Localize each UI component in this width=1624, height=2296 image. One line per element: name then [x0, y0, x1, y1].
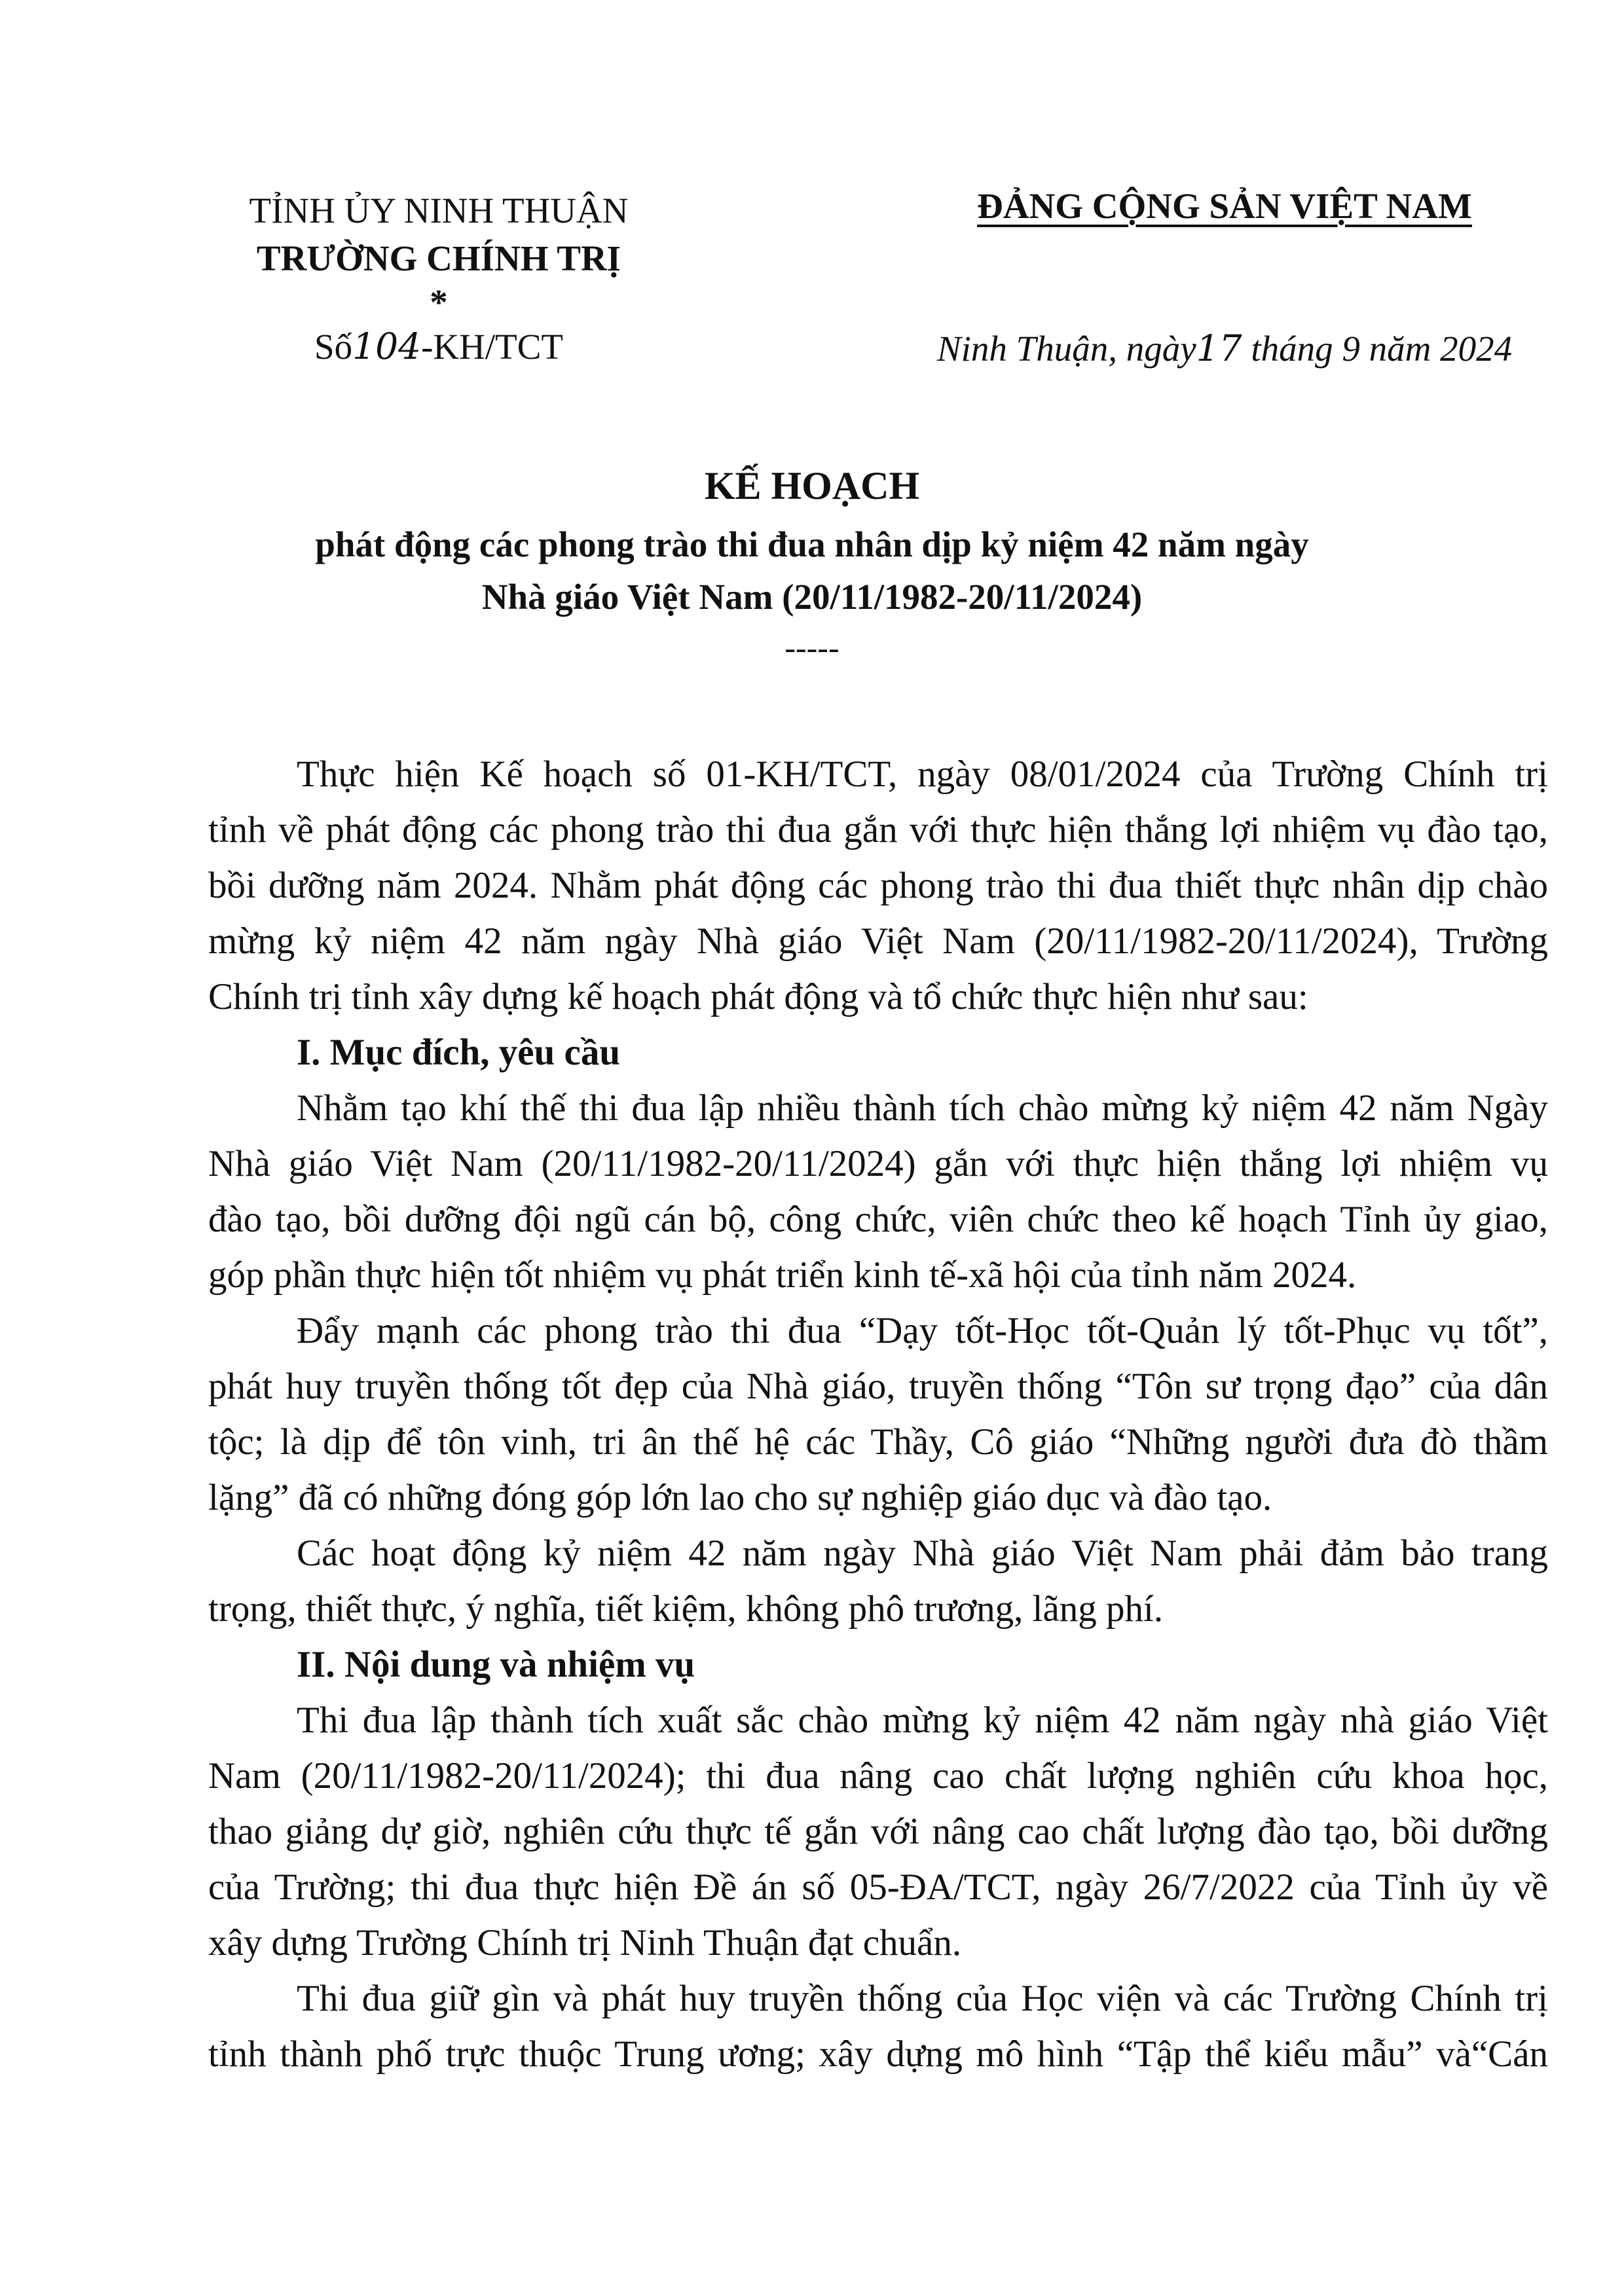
content-paragraph-2 [208, 1971, 1548, 2082]
text-line: xây dựng Trường Chính trị Ninh Thuận đạt chuẩn. [208, 1922, 962, 1963]
title-divider: ----- [784, 629, 840, 666]
text-line: lặng” đã có những đóng góp lớn lao cho sự nghiệp giáo dục và đào tạo. [208, 1477, 1272, 1518]
text-line: Nhà giáo Việt Nam (20/11/1982-20/11/2024) gắn với thực hiện thắng lợi nhiệm vụ [208, 1143, 1548, 1184]
doc-number-suffix: -KH/TCT [421, 327, 563, 367]
party-name: ĐẢNG CỘNG SẢN VIỆT NAM [977, 186, 1472, 226]
document-date [910, 327, 1539, 369]
text-line: của Trường; thi đua thực hiện Đề án số 05-ĐA/TCT, ngày 26/7/2022 của Tỉnh ủy về [208, 1867, 1548, 1908]
text-line: Các hoạt động kỷ niệm 42 năm ngày Nhà giáo Việt Nam phải đảm bảo trang [297, 1533, 1548, 1574]
text-line: Đẩy mạnh các phong trào thi đua “Dạy tốt-Học tốt-Quản lý tốt-Phục vụ tốt”, [297, 1310, 1548, 1351]
section-heading-content: II. Nội dung và nhiệm vụ [297, 1644, 695, 1685]
doc-number [196, 325, 681, 367]
org-name: TRƯỜNG CHÍNH TRỊ [256, 238, 621, 278]
text-line: mừng kỷ niệm 42 năm ngày Nhà giáo Việt Nam (20/11/1982-20/11/2024), Trường [208, 920, 1548, 962]
text-line: góp phần thực hiện tốt nhiệm vụ phát triển kinh tế-xã hội của tỉnh năm 2024. [208, 1254, 1357, 1296]
text-line: phát huy truyền thống tốt đẹp của Nhà giáo, truyền thống “Tôn sư trọng đạo” của dân [208, 1366, 1548, 1407]
date-suffix: tháng 9 năm 2024 [1251, 329, 1513, 369]
date-day-handwritten: 17 [1196, 327, 1242, 369]
text-line: tỉnh về phát động các phong trào thi đua gắn với thực hiện thắng lợi nhiệm vụ đào tạo, [208, 809, 1548, 850]
document-title: KẾ HOẠCH [704, 464, 920, 507]
section-heading-purpose: I. Mục đích, yêu cầu [297, 1032, 621, 1073]
document-subtitle-line1: phát động các phong trào thi đua nhân dịp kỷ niệm 42 năm ngày [315, 524, 1309, 564]
text-line: tộc; là dịp để tôn vinh, tri ân thế hệ các Thầy, Cô giáo “Những người đưa đò thầm [208, 1421, 1548, 1463]
text-line: đào tạo, bồi dưỡng đội ngũ cán bộ, công chức, viên chức theo kế hoạch Tỉnh ủy giao, [208, 1199, 1548, 1240]
text-line: Thi đua giữ gìn và phát huy truyền thống của Học viện và các Trường Chính trị [297, 1978, 1548, 2019]
purpose-paragraph-3 [208, 1525, 1548, 1637]
text-line: bồi dưỡng năm 2024. Nhằm phát động các phong trào thi đua thiết thực nhân dịp chào [208, 865, 1548, 906]
org-parent: TỈNH ỦY NINH THUẬN [249, 191, 629, 230]
document-subtitle-line2: Nhà giáo Việt Nam (20/11/1982-20/11/2024) [481, 577, 1143, 617]
text-line: thao giảng dự giờ, nghiên cứu thực tế gắn với nâng cao chất lượng đào tạo, bồi dưỡng [208, 1811, 1548, 1852]
purpose-paragraph-2 [208, 1303, 1548, 1525]
text-line: Chính trị tỉnh xây dựng kế hoạch phát động và tổ chức thực hiện như sau: [208, 976, 1308, 1017]
doc-number-handwritten: 104 [352, 325, 422, 367]
intro-paragraph [208, 746, 1548, 1025]
text-line: Nam (20/11/1982-20/11/2024); thi đua nâng cao chất lượng nghiên cứu khoa học, [208, 1755, 1548, 1796]
purpose-paragraph-1 [208, 1080, 1548, 1303]
date-prefix: Ninh Thuận, ngày [936, 329, 1196, 369]
header-star: * [430, 282, 448, 322]
text-line: Thi đua lập thành tích xuất sắc chào mừng kỷ niệm 42 năm ngày nhà giáo Việt [297, 1700, 1548, 1741]
document-body [208, 746, 1548, 2082]
content-paragraph-1 [208, 1692, 1548, 1971]
doc-number-prefix: Số [314, 327, 353, 367]
text-line: tỉnh thành phố trực thuộc Trung ương; xây dựng mô hình “Tập thể kiểu mẫu” và“Cán [208, 2033, 1548, 2075]
text-line: Thực hiện Kế hoạch số 01-KH/TCT, ngày 08/01/2024 của Trường Chính trị [297, 754, 1548, 795]
text-line: trọng, thiết thực, ý nghĩa, tiết kiệm, không phô trương, lãng phí. [208, 1588, 1164, 1630]
text-line: Nhằm tạo khí thế thi đua lập nhiều thành tích chào mừng kỷ niệm 42 năm Ngày [297, 1087, 1548, 1129]
